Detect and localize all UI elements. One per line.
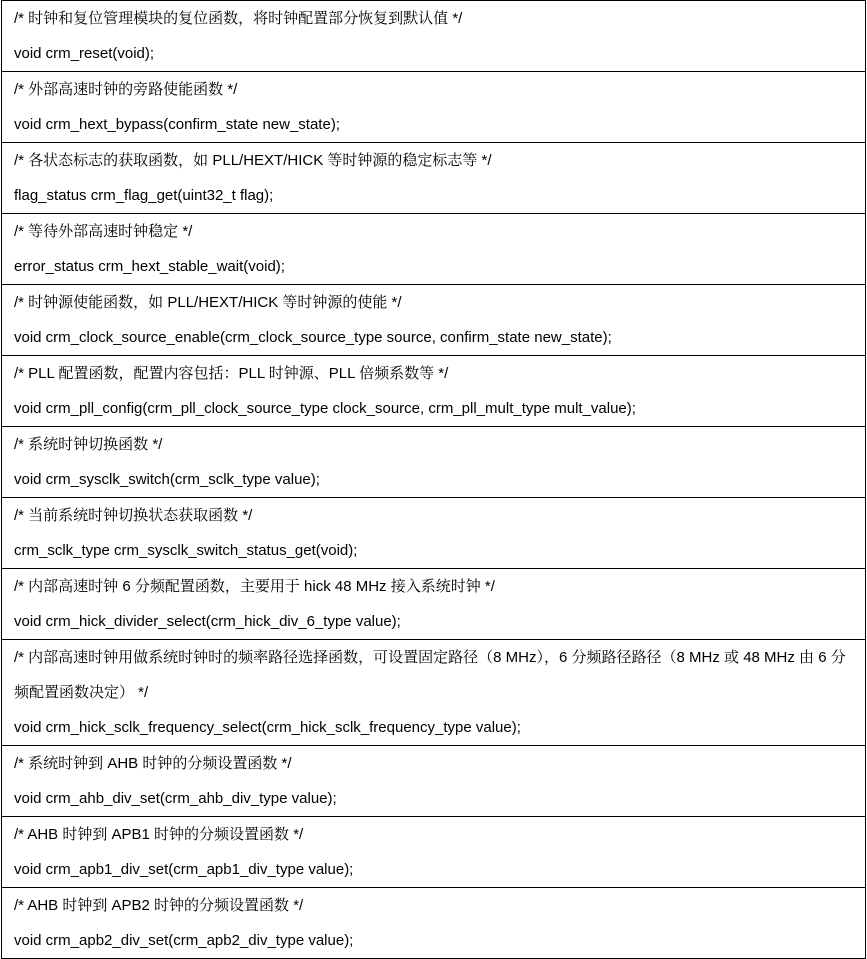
function-cell (2, 569, 866, 640)
table-row (2, 285, 866, 356)
table-row (2, 817, 866, 888)
crm-function-table (1, 0, 866, 959)
function-signature: void crm_reset(void); (14, 45, 155, 62)
table-row (2, 356, 866, 427)
function-comment: /* PLL 配置函数，配置内容包括：PLL 时钟源、PLL 倍频系数等 */ (14, 365, 449, 382)
function-cell (2, 1, 866, 72)
function-comment: /* 内部高速时钟用做系统时钟时的频率路径选择函数，可设置固定路径（8 MHz），6 分频路径路径（8 MHz 或 48 MHz 由 6 分频配置函数决定） */ (14, 649, 846, 701)
function-cell (2, 285, 866, 356)
function-cell (2, 888, 866, 959)
function-comment: /* 系统时钟到 AHB 时钟的分频设置函数 */ (14, 755, 292, 772)
function-comment: /* AHB 时钟到 APB2 时钟的分频设置函数 */ (14, 897, 304, 914)
function-cell (2, 817, 866, 888)
function-signature: void crm_hick_divider_select(crm_hick_div_6_type value); (14, 613, 401, 630)
function-comment: /* 等待外部高速时钟稳定 */ (14, 223, 193, 240)
function-signature: void crm_hext_bypass(confirm_state new_state); (14, 116, 340, 133)
function-signature: void crm_clock_source_enable(crm_clock_source_type source, confirm_state new_state); (14, 329, 612, 346)
function-comment: /* 外部高速时钟的旁路使能函数 */ (14, 81, 238, 98)
function-cell (2, 640, 866, 746)
table-body (2, 1, 866, 959)
function-cell (2, 746, 866, 817)
table-row (2, 746, 866, 817)
function-cell (2, 356, 866, 427)
table-row (2, 640, 866, 746)
function-signature: error_status crm_hext_stable_wait(void); (14, 258, 285, 275)
table-row (2, 143, 866, 214)
function-cell (2, 143, 866, 214)
table-row (2, 427, 866, 498)
function-comment: /* 时钟源使能函数，如 PLL/HEXT/HICK 等时钟源的使能 */ (14, 294, 402, 311)
function-comment: /* 时钟和复位管理模块的复位函数，将时钟配置部分恢复到默认值 */ (14, 10, 463, 27)
function-comment: /* 系统时钟切换函数 */ (14, 436, 163, 453)
function-comment: /* AHB 时钟到 APB1 时钟的分频设置函数 */ (14, 826, 304, 843)
table-row (2, 1, 866, 72)
function-cell (2, 498, 866, 569)
function-cell (2, 427, 866, 498)
function-signature: void crm_apb2_div_set(crm_apb2_div_type value); (14, 932, 354, 949)
function-comment: /* 内部高速时钟 6 分频配置函数，主要用于 hick 48 MHz 接入系统时钟 */ (14, 578, 495, 595)
function-cell (2, 72, 866, 143)
table-row (2, 888, 866, 959)
table-row (2, 498, 866, 569)
function-cell (2, 214, 866, 285)
function-comment: /* 当前系统时钟切换状态获取函数 */ (14, 507, 253, 524)
function-signature: flag_status crm_flag_get(uint32_t flag); (14, 187, 274, 204)
function-signature: crm_sclk_type crm_sysclk_switch_status_get(void); (14, 542, 358, 559)
function-signature: void crm_sysclk_switch(crm_sclk_type value); (14, 471, 320, 488)
function-signature: void crm_ahb_div_set(crm_ahb_div_type value); (14, 790, 337, 807)
function-comment: /* 各状态标志的获取函数，如 PLL/HEXT/HICK 等时钟源的稳定标志等 */ (14, 152, 492, 169)
table-row (2, 569, 866, 640)
table-row (2, 72, 866, 143)
function-signature: void crm_apb1_div_set(crm_apb1_div_type value); (14, 861, 354, 878)
table-row (2, 214, 866, 285)
function-signature: void crm_pll_config(crm_pll_clock_source_type clock_source, crm_pll_mult_type mult_value); (14, 400, 636, 417)
function-signature: void crm_hick_sclk_frequency_select(crm_hick_sclk_frequency_type value); (14, 719, 521, 736)
